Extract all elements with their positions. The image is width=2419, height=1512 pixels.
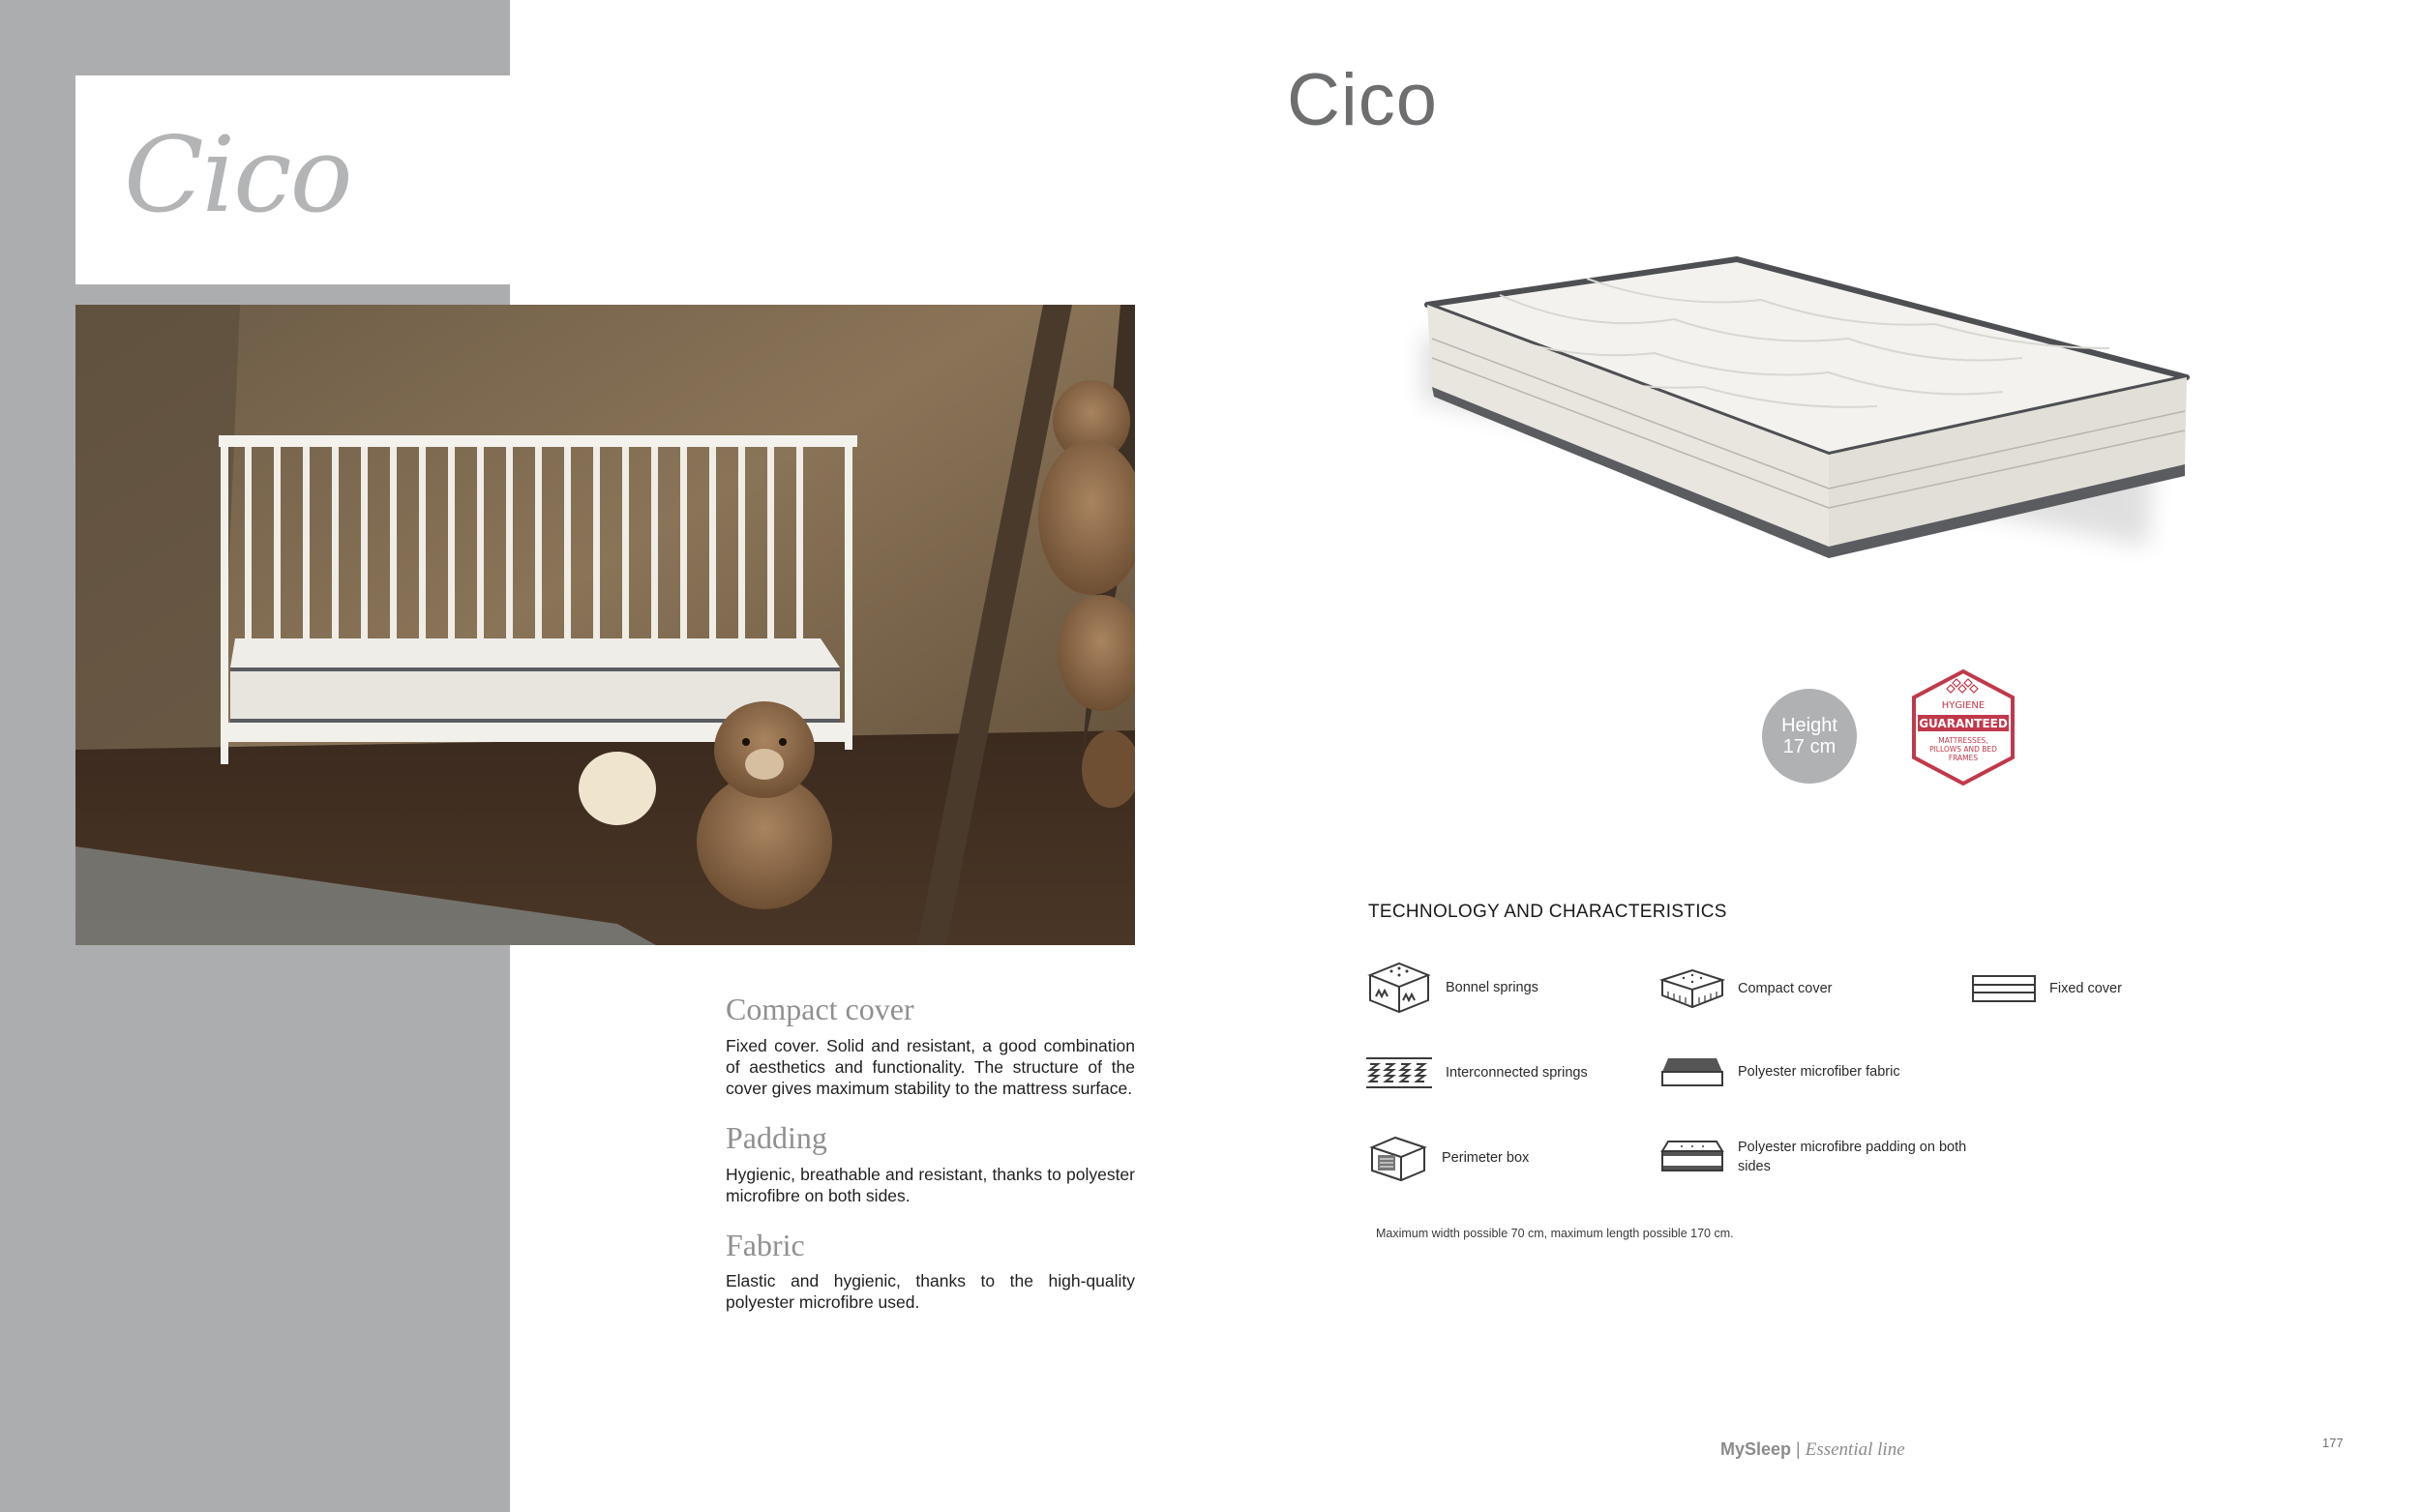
hygiene-sub-text-1: MATTRESSES,: [1938, 736, 1988, 745]
tech-section-title: TECHNOLOGY AND CHARACTERISTICS: [1368, 902, 1727, 922]
mattress-image: [1393, 242, 2216, 590]
hygiene-top-text: HYGIENE: [1941, 700, 1986, 711]
hygiene-sub-text-3: FRAMES: [1948, 754, 1979, 762]
polyester-fabric-icon: [1658, 1052, 1726, 1091]
hygiene-sub-text-2: PILLOWS AND BED: [1929, 745, 1997, 754]
hygiene-guaranteed-badge: [1908, 667, 2018, 787]
tech-item-bonnel-springs: [1364, 958, 1538, 1018]
tech-label: Polyester microfibre padding on both sides: [1738, 1140, 1967, 1174]
microfibre-padding-icon: [1658, 1136, 1726, 1178]
tech-label: Fixed cover: [2049, 981, 2122, 996]
bonnel-springs-icon: [1364, 958, 1434, 1018]
size-note: Maximum width possible 70 cm, maximum length possible 170 cm.: [1376, 1227, 1734, 1240]
feature-heading: Padding: [726, 1119, 827, 1155]
fixed-cover-icon: [1970, 972, 2038, 1005]
feature-padding: [726, 1120, 1135, 1206]
script-title: Cico: [124, 115, 351, 236]
nursery-photo: [75, 305, 1135, 945]
hygiene-main-text: GUARANTEED: [1919, 717, 2008, 730]
tech-label: Polyester microfiber fabric: [1738, 1064, 1900, 1080]
tech-item-compact-cover: [1658, 964, 1833, 1013]
brand-line: Essential line: [1805, 1439, 1905, 1460]
feature-fabric: [726, 1228, 1135, 1314]
interconnected-springs-icon: [1364, 1054, 1434, 1091]
tech-item-microfibre-padding: [1658, 1136, 1970, 1178]
page-title: Cico: [1287, 59, 1439, 141]
footer-brand: [1720, 1439, 1905, 1461]
tech-item-polyester-fabric: [1658, 1052, 1900, 1091]
feature-list: [726, 992, 1135, 1334]
tech-label: Bonnel springs: [1446, 980, 1538, 995]
tech-label: Interconnected springs: [1446, 1065, 1588, 1081]
tech-item-perimeter-box: [1366, 1134, 1529, 1182]
height-label: Height: [1781, 715, 1837, 736]
feature-text: Fixed cover. Solid and resistant, a good combination of aesthetics and functionality. The structure of the cover gives maximum stability to the mattress surface.: [726, 1035, 1135, 1098]
tech-label: Compact cover: [1738, 981, 1833, 996]
feature-text: Hygienic, breathable and resistant, thanks to polyester microfibre on both sides.: [726, 1164, 1135, 1205]
feature-text: Elastic and hygienic, thanks to the high-quality polyester microfibre used.: [726, 1271, 1135, 1313]
compact-cover-icon: [1658, 964, 1726, 1013]
feature-compact-cover: [726, 992, 1135, 1099]
tech-label: Perimeter box: [1442, 1150, 1530, 1166]
page-number: 177: [2322, 1436, 2344, 1450]
tech-item-fixed-cover: [1970, 972, 2122, 1005]
height-value: 17 cm: [1782, 736, 1837, 757]
feature-heading: Compact cover: [726, 992, 914, 1026]
brand-separator: |: [1791, 1439, 1806, 1459]
height-badge: [1762, 689, 1857, 784]
perimeter-box-icon: [1366, 1134, 1430, 1182]
tech-item-interconnected-springs: [1364, 1054, 1588, 1091]
feature-heading: Fabric: [726, 1227, 805, 1262]
brand-name: MySleep: [1720, 1439, 1792, 1459]
